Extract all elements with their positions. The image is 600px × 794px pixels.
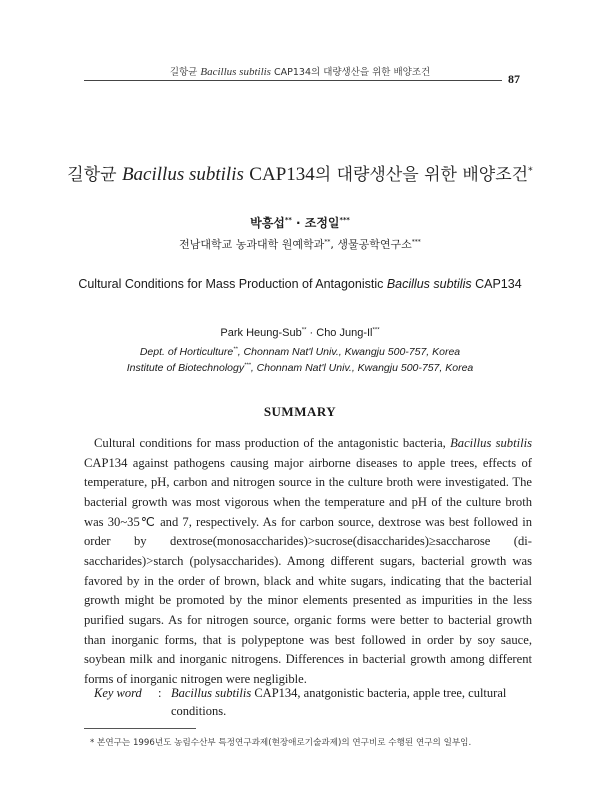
affiliation-english-2 xyxy=(0,362,600,374)
title-english xyxy=(0,277,600,291)
authors-korean xyxy=(0,214,600,231)
affiliation-en-1-mark: ** xyxy=(233,346,238,353)
running-head-suffix: CAP134의 대량생산을 위한 배양조건 xyxy=(274,67,431,78)
affiliation-english-1 xyxy=(0,346,600,358)
running-head-species: Bacillus subtilis xyxy=(200,66,271,78)
title-en-prefix: Cultural Conditions for Mass Production of Antagonistic xyxy=(78,277,384,291)
affiliation-ko-institute: , 생물공학연구소 xyxy=(330,238,412,251)
summary-heading: SUMMARY xyxy=(263,404,337,419)
title-en-species: Bacillus subtilis xyxy=(386,277,472,291)
title-en-strain: CAP134 xyxy=(475,277,522,291)
running-head-prefix: 길항균 xyxy=(169,67,198,78)
keywords-species: Bacillus subtilis xyxy=(171,686,252,700)
keywords-rest: CAP134, anatgonistic bacteria, apple tree, cultural conditions. xyxy=(171,686,507,718)
author-1-ko: 박흥섭 xyxy=(250,216,285,230)
keywords-text xyxy=(171,684,533,720)
title-footnote-mark: * xyxy=(528,165,533,177)
title-suffix: 의 대량생산을 위한 배양조건 xyxy=(314,165,529,185)
author-2-en-mark: *** xyxy=(372,327,380,334)
title-species: Bacillus subtilis xyxy=(121,164,244,185)
affiliation-ko-mark-2: *** xyxy=(411,238,421,246)
author-1-en-mark: ** xyxy=(301,327,307,334)
keywords-label: Key word xyxy=(94,686,142,700)
author-2-en: Cho Jung-Il xyxy=(316,327,373,339)
affiliation-en-2-mark: *** xyxy=(244,362,251,369)
abstract-body: CAP134 against pathogens causing major airborne diseases to apple trees, effects of temperature, pH, carbon and nitrogen source in the culture broth were investigated. The bacterial growth was most vigorous when the temperature and pH of the culture broth was 30~35℃ and 7, respectively. As for carbon source, dextrose was best followed in order by dextrose(monosaccharides)>sucrose(disaccharides)≥saccharose (di-saccharides)>starch (polysaccharides). Among different sugars, bacterial growth was favored by in the order of brown, black and white sugars, indicating that the bacterial growth might be promoted by the minor elements presented as impurities in the less purified sugars. As for nitrogen source, organic forms were better to bacterial growth than inorganic forms, that is polypeptone was best followed in order by soy sauce, soybean milk and inorganic nitrogens. Differences in bacterial growth among different forms of inorganic nitrogen were negligible. xyxy=(84,455,532,686)
header-rule xyxy=(84,80,502,81)
authors-english xyxy=(0,327,600,339)
page-number: 87 xyxy=(508,72,520,86)
affiliation-en-1-dept: Dept. of Horticulture xyxy=(139,346,234,358)
title-strain: CAP134 xyxy=(249,164,315,185)
author-2-ko: 조정일 xyxy=(304,216,340,230)
abstract-paragraph xyxy=(84,434,532,690)
footnote: * 본연구는 1996년도 농림수산부 특정연구과제(현장애로기술과제)의 연구비로 수행된 연구의 일부임. xyxy=(90,738,472,748)
author-1-ko-mark: ** xyxy=(284,216,292,224)
affiliation-korean xyxy=(0,236,600,252)
author-1-en: Park Heung-Sub xyxy=(220,327,302,339)
abstract-lead: Cultural conditions for mass production of the antagonistic bacteria, xyxy=(94,436,446,450)
affiliation-en-2-dept: Institute of Biotechnology xyxy=(126,362,245,374)
affiliation-ko-dept: 전남대학교 농과대학 원예학과 xyxy=(179,238,325,251)
footnote-rule xyxy=(84,728,196,729)
author-2-ko-mark: *** xyxy=(339,216,350,224)
author-en-separator: · xyxy=(309,327,314,339)
affiliation-en-1-rest: , Chonnam Nat'l Univ., Kwangju 500-757, Korea xyxy=(237,346,461,358)
author-separator: · xyxy=(295,216,301,230)
affiliation-ko-mark-1: ** xyxy=(324,238,331,246)
abstract-species: Bacillus subtilis xyxy=(450,436,533,450)
affiliation-en-2-rest: , Chonnam Nat'l Univ., Kwangju 500-757, Korea xyxy=(250,362,474,374)
title-korean xyxy=(0,160,600,186)
keywords-colon: : xyxy=(158,686,162,700)
title-prefix: 길항균 xyxy=(67,165,117,185)
